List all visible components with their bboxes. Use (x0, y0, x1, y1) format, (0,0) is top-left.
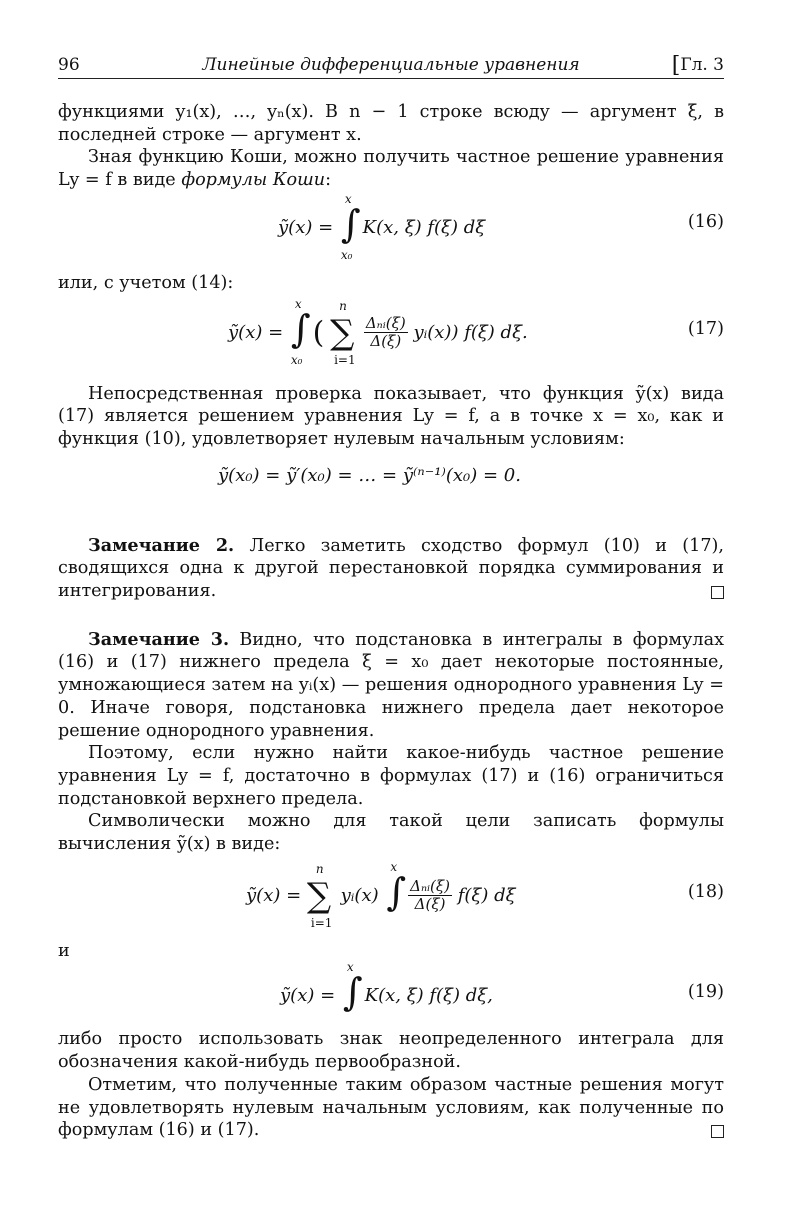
equation-number: (17) (687, 318, 724, 339)
paragraph: либо просто использовать знак неопределенного интеграла для обозначения какой-нибудь первообразной. (58, 1029, 724, 1073)
eq-lhs: ỹ(x) = (228, 321, 284, 343)
remark-text: Легко заметить сходство формул (10) и (17), сводящихся одна к другой перестановкой порядка суммирования и интегрирования. (58, 535, 724, 602)
fraction (364, 315, 408, 350)
integral-sign: ∫ x (386, 859, 407, 914)
equation-18 (58, 856, 724, 940)
text: Зная функцию Коши, можно получить частное решение уравнения Ly = f в виде (58, 147, 724, 191)
eq-integrand: K(x, ξ) f(ξ) dξ, (364, 985, 493, 1007)
qed-square-icon (711, 586, 724, 599)
remark-text: Видно, что подстановка в интегралы в формулах (16) и (17) нижнего предела ξ = x₀ дает некоторые постоянные, умножающиеся затем на yᵢ(x) — решения однородного уравнения Ly = 0. Иначе говоря, подстановка нижнего предела дает некоторое решение однородного уравнения. (58, 629, 724, 741)
eq-integrand: K(x, ξ) f(ξ) dξ (362, 216, 486, 238)
lower-limit: x₀ (340, 247, 353, 262)
frac-denominator: Δ(ξ) (370, 332, 402, 351)
paragraph (58, 1074, 724, 1142)
sum-upper: n (339, 298, 347, 313)
remark-2 (58, 535, 724, 603)
frac-denominator: Δ(ξ) (414, 895, 446, 914)
open-paren: ( (312, 315, 325, 351)
page-number: 96 (58, 55, 80, 75)
eq-lhs: ỹ(x) = (278, 216, 334, 238)
equation-19 (58, 962, 724, 1028)
upper-limit: x (294, 296, 302, 311)
equation-number: (19) (687, 982, 724, 1003)
lower-limit: x₀ (290, 352, 303, 367)
remark-3 (58, 629, 724, 743)
paragraph: Символически можно для такой цели записать формулы вычисления ỹ(x) в виде: (58, 811, 724, 855)
running-title: Линейные дифференциальные уравнения (202, 55, 580, 75)
chapter-label: [Гл. 3 (671, 53, 724, 78)
paragraph (58, 146, 724, 191)
eq-lhs: ỹ(x) = (280, 985, 336, 1007)
text: Отметим, что полученные таким образом частные решения могут не удовлетворять нулевым начальным условиям, как полученные по формулам (16) и (17). (58, 1074, 724, 1141)
upper-limit: x (346, 960, 354, 975)
equation-17 (58, 295, 724, 377)
integral-sign: ∫ x (342, 960, 363, 1015)
frac-numerator: Δₙᵢ(ξ) (410, 877, 451, 896)
paragraph: функциями y₁(x), …, yₙ(x). В n − 1 строке всюду — аргумент ξ, в последней строке — аргумент x. (58, 102, 724, 145)
equation-number: (18) (687, 881, 724, 902)
equation-number: (16) (687, 211, 724, 232)
running-header (58, 52, 724, 79)
upper-limit: x (390, 859, 398, 874)
text: : (325, 170, 331, 191)
eq-lhs: ỹ(x) = (246, 884, 302, 906)
equation-16 (58, 192, 724, 272)
eq-tail: f(ξ) dξ (457, 884, 516, 906)
paragraph: Поэтому, если нужно найти какое-нибудь частное решение уравнения Ly = f, достаточно в формулах (17) и (16) ограничиться подстановкой верхнего предела. (58, 743, 724, 809)
conjunction: и (58, 940, 70, 961)
equation-initial-conditions (58, 451, 724, 509)
qed-square-icon (711, 1125, 724, 1138)
remark-label: Замечание 2. (88, 534, 235, 556)
integral-sign: ∫ x x₀ (290, 296, 311, 367)
sum-lower: i=1 (310, 915, 333, 930)
sum-sign: ∑ n i=1 (330, 298, 356, 367)
eq-mid: yᵢ(x) (340, 884, 379, 906)
page (58, 52, 724, 1142)
chapter-text: Гл. 3 (680, 55, 724, 75)
sum-sign: ∑ n i=1 (306, 861, 333, 930)
fraction (408, 878, 452, 913)
paragraph: Непосредственная проверка показывает, что функция ỹ(x) вида (17) является решением уравнения Ly = f, а в точке x = x₀, как и функция (10), удовлетворяет нулевым начальным условиям: (58, 383, 724, 449)
paragraph: или, с учетом (14): (58, 272, 234, 293)
sum-upper: n (315, 861, 324, 876)
sum-lower: i=1 (334, 352, 356, 367)
remark-label: Замечание 3. (88, 628, 230, 650)
term-cauchy-formula: формулы Коши (181, 170, 326, 191)
integral-sign: ∫ x x₀ (340, 191, 361, 262)
frac-numerator: Δₙᵢ(ξ) (365, 314, 406, 333)
upper-limit: x (344, 191, 352, 206)
eq-body: ỹ(x₀) = ỹ′(x₀) = … = ỹ⁽ⁿ⁻¹⁾(x₀) = 0. (218, 464, 521, 486)
eq-tail: yᵢ(x)) f(ξ) dξ. (413, 321, 528, 343)
